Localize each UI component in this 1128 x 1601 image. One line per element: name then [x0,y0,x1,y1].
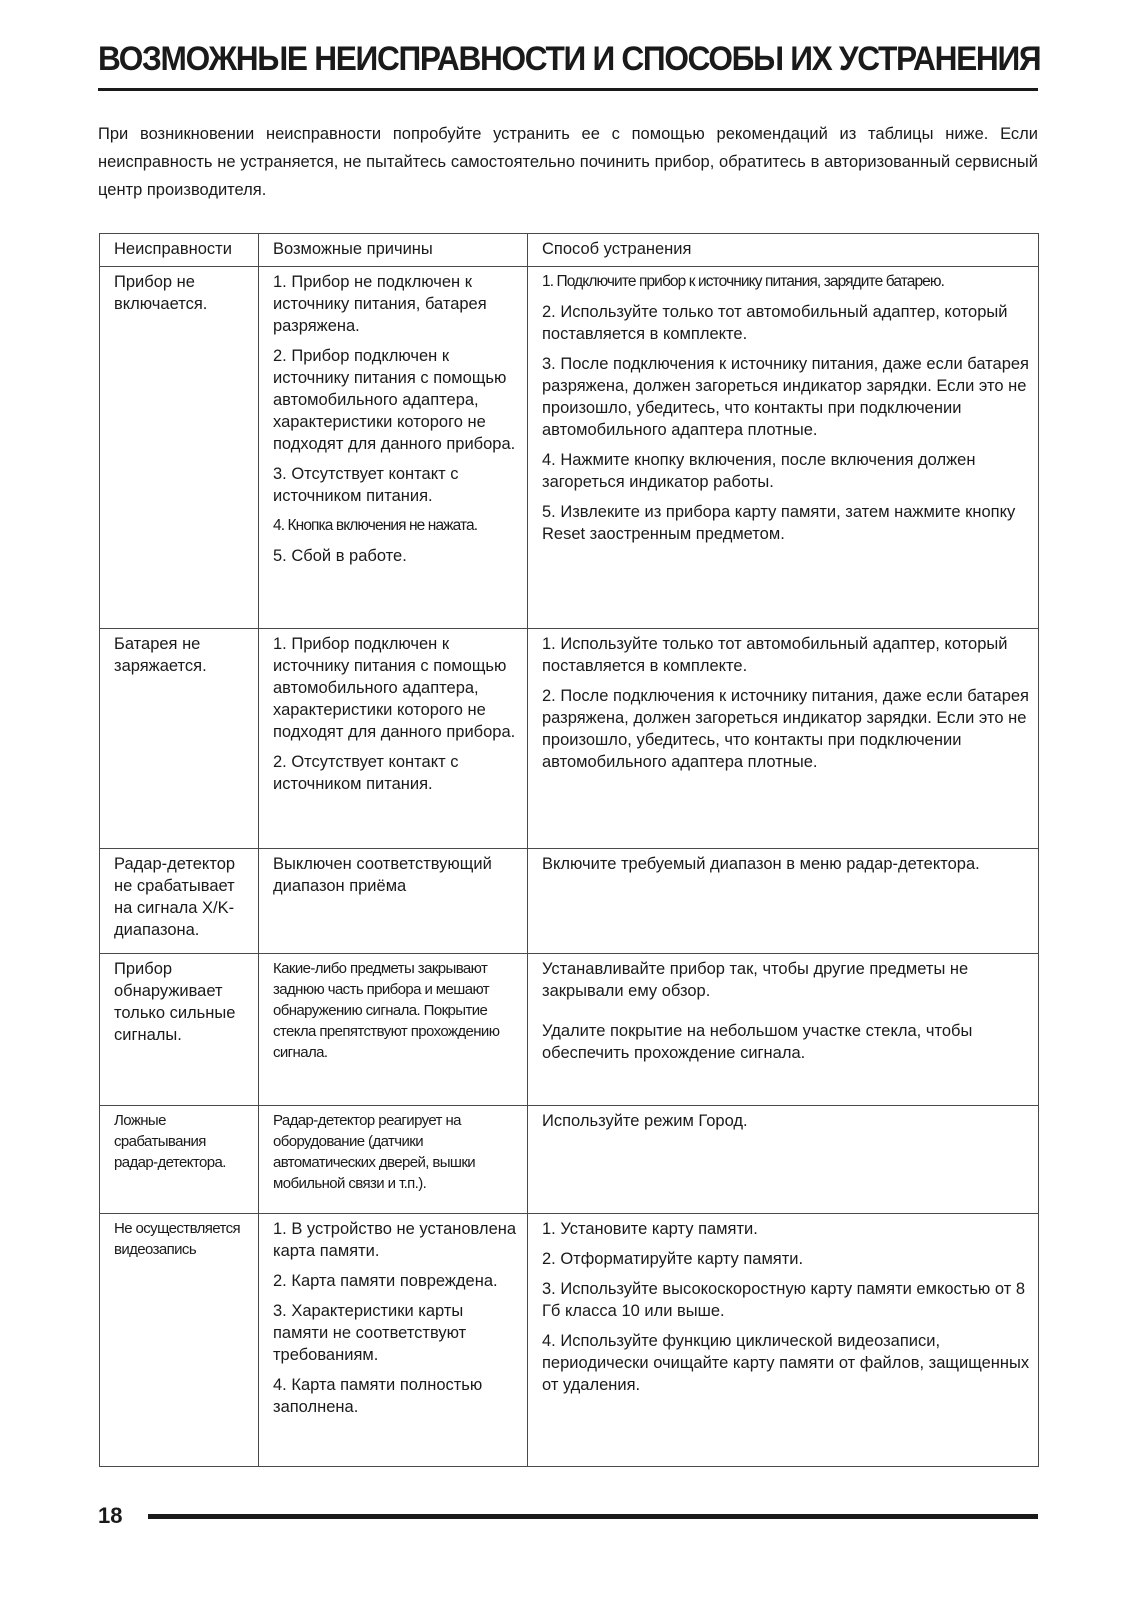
cause-item: 2. Карта памяти повреждена. [273,1272,498,1290]
solution-item: 4. Используйте функцию циклической видеозаписи, периодически очищайте карту памяти от файлов, защищенных от удаления. [542,1332,1030,1394]
table-header-row [100,234,1039,267]
cause-item: 4. Кнопка включения не нажата. [273,517,478,534]
intro-paragraph: При возникновении неисправности попробуйте устранить ее с помощью рекомендаций из таблицы ниже. Если неисправность не устраняется, не пытайтесь самостоятельно починить прибор, обратитесь в авторизованный сервисный центр производителя. [98,125,1038,199]
causes-cell [259,1214,528,1467]
table-row [100,954,1039,1106]
problem-cell: Ложные срабатывания радар-детектора. [100,1106,259,1214]
header-problems: Неисправности [100,234,259,267]
causes-cell [259,954,528,1106]
solution-item: 2. Отформатируйте карту памяти. [542,1250,804,1268]
solution-item: 1. Установите карту памяти. [542,1220,758,1238]
solutions-cell [528,1106,1039,1214]
problem-cell: Батарея не заряжается. [100,629,259,849]
cause-item: 4. Карта памяти полностью заполнена. [273,1376,483,1416]
title-underline [98,88,1038,91]
cause-item: 3. Отсутствует контакт с источником питания. [273,465,459,505]
table-row [100,267,1039,629]
header-causes: Возможные причины [259,234,528,267]
table-row [100,849,1039,954]
cause-item: 2. Отсутствует контакт с источником питания. [273,753,459,793]
problem-cell: Прибор обнаруживает только сильные сигналы. [100,954,259,1106]
cause-item: Выключен соответствующий диапазон приёма [273,855,492,895]
solution-item: Включите требуемый диапазон в меню радар-детектора. [542,855,980,873]
solution-item: 5. Извлеките из прибора карту памяти, затем нажмите кнопку Reset заостренным предметом. [542,503,1016,543]
solution-item: Устанавливайте прибор так, чтобы другие предметы не закрывали ему обзор. [542,960,969,1000]
causes-cell [259,1106,528,1214]
cause-item: 3. Характеристики карты памяти не соответствуют требованиям. [273,1302,467,1364]
table-row [100,1106,1039,1214]
solutions-cell [528,629,1039,849]
problem-cell: Не осуществляется видеозапись [100,1214,259,1467]
causes-cell [259,629,528,849]
solution-item: Удалите покрытие на небольшом участке стекла, чтобы обеспечить прохождение сигнала. [542,1022,973,1062]
causes-cell [259,267,528,629]
cause-item: 2. Прибор подключен к источнику питания с помощью автомобильного адаптера, характеристики которого не подходят для данного прибора. [273,347,516,453]
cause-item: Какие-либо предметы закрывают заднюю часть прибора и мешают обнаружению сигнала. Покрытие стекла препятствуют прохождению сигнала. [273,960,500,1061]
solution-item: 3. После подключения к источнику питания, даже если батарея разряжена, должен загореться индикатор зарядки. Если это не произошло, убедитесь, что контакты при подключении автомобильного адаптера плотные. [542,355,1029,439]
cause-item: Радар-детектор реагирует на оборудование (датчики автоматических дверей, вышки мобильной связи и т.п.). [273,1112,476,1192]
solution-item: 2. После подключения к источнику питания, даже если батарея разряжена, должен загореться индикатор зарядки. Если это не произошло, убедитесь, что контакты при подключении автомобильного адаптера плотные. [542,687,1029,771]
table-row [100,629,1039,849]
problem-cell: Радар-детектор не срабатывает на сигнала X/K-диапазона. [100,849,259,954]
cause-item: 1. Прибор подключен к источнику питания с помощью автомобильного адаптера, характеристики которого не подходят для данного прибора. [273,635,516,741]
header-solutions: Способ устранения [528,234,1039,267]
troubleshooting-table [99,233,1039,1467]
causes-cell [259,849,528,954]
solution-item: 4. Нажмите кнопку включения, после включения должен загореться индикатор работы. [542,451,976,491]
solution-item: Используйте режим Город. [542,1112,748,1130]
solutions-cell [528,1214,1039,1467]
footer-rule [148,1514,1038,1519]
page-number: 18 [98,1503,123,1528]
cause-item: 1. Прибор не подключен к источнику питания, батарея разряжена. [273,273,487,335]
solution-item: 3. Используйте высокоскоростную карту памяти емкостью от 8 Гб класса 10 или выше. [542,1280,1026,1320]
cause-item: 5. Сбой в работе. [273,547,407,565]
solution-item: 1. Подключите прибор к источнику питания, зарядите батарею. [542,273,945,290]
problem-cell: Прибор не включается. [100,267,259,629]
solutions-cell [528,954,1039,1106]
solution-item: 2. Используйте только тот автомобильный адаптер, который поставляется в комплекте. [542,303,1008,343]
solutions-cell [528,849,1039,954]
page-title: ВОЗМОЖНЫЕ НЕИСПРАВНОСТИ И СПОСОБЫ ИХ УСТРАНЕНИЯ [98,40,1041,78]
solution-item: 1. Используйте только тот автомобильный адаптер, который поставляется в комплекте. [542,635,1008,675]
cause-item: 1. В устройство не установлена карта памяти. [273,1220,517,1260]
solutions-cell [528,267,1039,629]
table-row [100,1214,1039,1467]
